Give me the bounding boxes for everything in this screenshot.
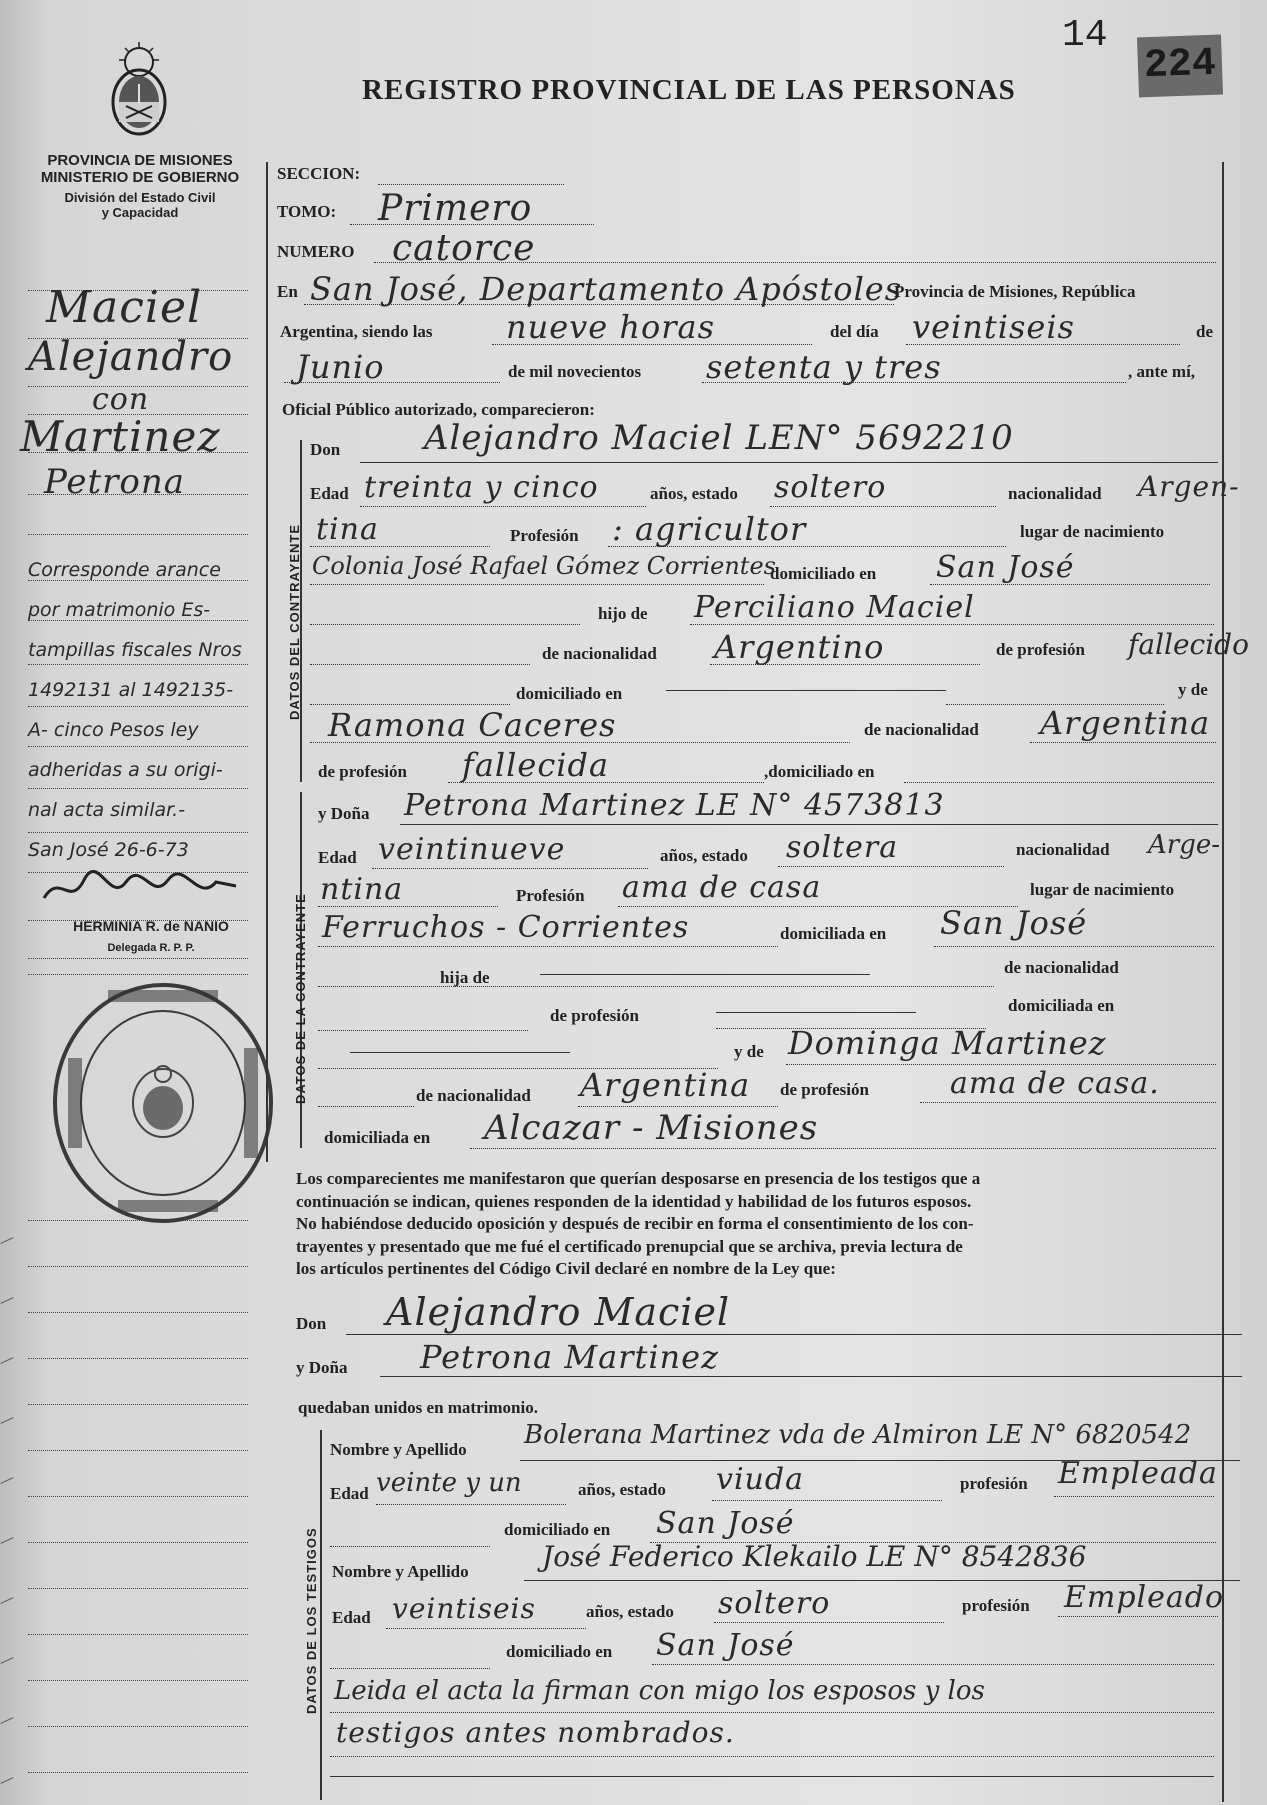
- round-seal-icon: [48, 978, 278, 1233]
- anio-value: setenta y tres: [706, 348, 942, 386]
- declaration-dona-value: Petrona Martinez: [420, 1338, 719, 1376]
- contrayenta-lugar-line: [318, 946, 778, 947]
- declaration-don-label: Don: [296, 1314, 327, 1333]
- t1-dom: San José: [656, 1506, 795, 1541]
- nacionalidad-label: nacionalidad: [1008, 484, 1102, 503]
- dona-label: y Doña: [318, 804, 370, 823]
- coat-of-arms-icon: [100, 40, 178, 145]
- testigos-box-line: [320, 1430, 322, 1800]
- t1-anios-estado: años, estado: [578, 1480, 666, 1499]
- contrayenta-prof-label: de profesión: [550, 1006, 639, 1025]
- frame-right-line: [1222, 162, 1224, 1802]
- contrayente-domicilio: San José: [936, 550, 1075, 585]
- contrayenta-domicilio: San José: [940, 904, 1088, 942]
- padre-dom-pre-line: [310, 704, 510, 705]
- t2-profesion-label: profesión: [962, 1596, 1030, 1615]
- edad-line: [360, 506, 646, 507]
- declaration-don-value: Alejandro Maciel: [386, 1290, 731, 1334]
- t2-nombre: José Federico Klekailo LE N° 8542836: [542, 1540, 1087, 1573]
- y-de-label: y de: [1178, 680, 1208, 699]
- t1-estado: viuda: [716, 1462, 804, 1497]
- contrayente-nacionalidad-cont: tina: [316, 512, 379, 547]
- closing-line-1: Leida el acta la firman con migo los esposos y los: [334, 1676, 985, 1706]
- del-dia-text: del día: [830, 322, 879, 341]
- t2-edad-label: Edad: [332, 1608, 371, 1627]
- margin-note-line: tampillas fiscales Nros: [28, 639, 242, 661]
- contrayenta-nombre: Petrona Martinez LE N° 4573813: [404, 788, 945, 823]
- contrayenta-edad-label: Edad: [318, 848, 357, 867]
- contrayente-section-label: DATOS DEL CONTRAYENTE: [287, 523, 302, 720]
- contrayenta-nacionalidad-label: nacionalidad: [1016, 840, 1110, 859]
- mes-value: Junio: [296, 348, 385, 386]
- contrayente-nacionalidad: Argen-: [1138, 470, 1240, 503]
- tomo-label: TOMO:: [277, 202, 337, 221]
- t2-nombre-label: Nombre y Apellido: [332, 1562, 469, 1581]
- contrayente-madre: Ramona Caceres: [328, 706, 617, 744]
- margin-note-line: nal acta similar.-: [28, 799, 186, 821]
- hija-label: hija de: [440, 968, 490, 987]
- t1-dom-pre-line: [330, 1546, 490, 1547]
- bottom-rule: [330, 1776, 1214, 1777]
- contrayenta-madre-dom-label: domiciliada en: [324, 1128, 431, 1147]
- t1-profesion-line: [1054, 1496, 1214, 1497]
- dia-value: veintiseis: [912, 308, 1075, 346]
- contrayenta-profesion: ama de casa: [622, 870, 822, 905]
- contrayenta-nacionalidad-cont: ntina: [320, 872, 404, 907]
- seccion-label: SECCION:: [277, 164, 361, 183]
- margin-note-line: San José 26-6-73: [28, 839, 189, 861]
- padre-dom-label: domiciliado en: [516, 684, 623, 703]
- closing-line-1-rule: [330, 1712, 1214, 1713]
- estado-line: [770, 506, 996, 507]
- seccion-line: [378, 184, 564, 185]
- madre-nac-line: [1030, 742, 1216, 743]
- frame-left-line: [266, 162, 268, 1162]
- madre-dom-line: [904, 782, 1214, 783]
- authority-capacity: y Capacidad: [101, 205, 179, 220]
- contrayenta-domicilio-line: [934, 946, 1214, 947]
- contrayenta-edad-line: [372, 868, 648, 869]
- domiciliado-label: domiciliado en: [770, 564, 877, 583]
- hijo-label: hijo de: [598, 604, 648, 623]
- numero-value: catorce: [392, 228, 536, 269]
- madre-prof-label: de profesión: [318, 762, 407, 781]
- don-line: [360, 462, 1218, 463]
- authority-block: [20, 152, 260, 220]
- margin-note-line: A- cinco Pesos ley: [28, 719, 199, 741]
- stamped-number-text: 224: [1143, 41, 1217, 90]
- contrayenta-prof-line: [716, 1012, 916, 1013]
- margin-note-line: 1492131 al 1492135-: [28, 679, 234, 701]
- contrayenta-madre-dom: Alcazar - Misiones: [484, 1108, 819, 1148]
- margin-note-line: adheridas a su origi-: [28, 759, 223, 781]
- en-value: San José, Departamento Apóstoles: [310, 270, 903, 308]
- contrayente-padre-nac: Argentino: [714, 628, 885, 666]
- declaration-closing: quedaban unidos en matrimonio.: [298, 1398, 538, 1417]
- official-title: Delegada R. P. P.: [107, 942, 195, 954]
- numero-label: NUMERO: [277, 242, 355, 261]
- closing-line-2: testigos antes nombrados.: [336, 1716, 735, 1749]
- contrayenta-yde-pre-solid: [350, 1052, 570, 1053]
- document-title: REGISTRO PROVINCIAL DE LAS PERSONAS: [362, 74, 1016, 106]
- contrayenta-madre-dom-line: [470, 1148, 1216, 1149]
- padre-nac-label: de nacionalidad: [542, 644, 657, 663]
- margin-name-1: Alejandro: [28, 334, 234, 380]
- padre-nac-pre-line: [310, 664, 530, 665]
- padre-dom-line: [666, 690, 946, 691]
- authority-province: PROVINCIA DE MISIONES: [47, 152, 233, 169]
- testigos-section-label: DATOS DE LOS TESTIGOS: [304, 1527, 319, 1714]
- padre-prof-label: de profesión: [996, 640, 1085, 659]
- declaration-line: trayentes y presentado que me fué el certificado prenupcial que se archiva, previa lectura de: [296, 1236, 963, 1256]
- t2-edad: veintiseis: [392, 1592, 536, 1625]
- t2-anios-estado: años, estado: [586, 1602, 674, 1621]
- contrayenta-lugar-label: lugar de nacimiento: [1030, 880, 1175, 899]
- t1-profesion: Empleada: [1058, 1456, 1218, 1491]
- contrayenta-estado-line: [778, 866, 1004, 867]
- contrayenta-lugar: Ferruchos - Corrientes: [322, 910, 690, 945]
- madre-dom-label: ,domiciliado en: [764, 762, 875, 781]
- authority-division: División del Estado Civil: [64, 190, 216, 205]
- official-name: HERMINIA R. de NANIO: [73, 918, 229, 934]
- de-mil-text: de mil novecientos: [508, 362, 642, 381]
- contrayenta-madre-nac-pre: [318, 1106, 414, 1107]
- t2-dom: San José: [656, 1628, 795, 1663]
- margin-note-line: Corresponde arance: [28, 559, 221, 581]
- declaration-don-line: [346, 1334, 1242, 1335]
- margin-con: con: [92, 382, 150, 417]
- contrayenta-madre-prof-label: de profesión: [780, 1080, 869, 1099]
- hija-line: [540, 974, 870, 975]
- t2-dom-line: [652, 1664, 1214, 1665]
- declaration-paragraph: [296, 1168, 1238, 1281]
- contrayenta-dom2-label: domiciliada en: [1008, 996, 1115, 1015]
- contrayenta-madre-line: [786, 1064, 1216, 1065]
- t2-profesion-line: [1058, 1616, 1218, 1617]
- t2-dom-pre-line: [330, 1668, 490, 1669]
- margin-surname-2: Martinez: [20, 412, 221, 461]
- contrayente-estado: soltero: [774, 470, 887, 505]
- lugar-label: lugar de nacimiento: [1020, 522, 1165, 541]
- t1-profesion-label: profesión: [960, 1474, 1028, 1493]
- oficial-text: Oficial Público autorizado, comparecieron:: [282, 400, 595, 419]
- de-text: de: [1196, 322, 1213, 341]
- contrayente-padre-prof: fallecido: [1128, 628, 1249, 661]
- contrayenta-nacionalidad: Arge-: [1148, 830, 1221, 860]
- declaration-line: continuación se indican, quienes responden de la identidad y habilidad de los futuros esposos.: [296, 1191, 972, 1211]
- contrayenta-yde-label: y de: [734, 1042, 764, 1061]
- horas-value: nueve horas: [506, 308, 716, 346]
- contrayenta-nac-label: de nacionalidad: [1004, 958, 1119, 977]
- margin-name-2: Petrona: [44, 462, 186, 502]
- margin-surname-1: Maciel: [46, 282, 203, 333]
- tomo-value: Primero: [378, 188, 533, 229]
- margin-note-line: por matrimonio Es-: [28, 599, 211, 621]
- page-number: 14: [1062, 14, 1108, 57]
- madre-nac-label: de nacionalidad: [864, 720, 979, 739]
- contrayenta-profesion-label: Profesión: [516, 886, 585, 905]
- contrayente-padre: Perciliano Maciel: [694, 590, 975, 625]
- don-label: Don: [310, 440, 341, 459]
- contrayenta-anios-estado: años, estado: [660, 846, 748, 865]
- contrayenta-madre-prof: ama de casa.: [950, 1066, 1160, 1101]
- hija-pre-line: [318, 986, 418, 987]
- t1-edad-line: [376, 1504, 566, 1505]
- lugar-line: [310, 584, 764, 585]
- profesion-label: Profesión: [510, 526, 579, 545]
- contrayente-nombre: Alejandro Maciel LEN° 5692210: [424, 418, 1014, 458]
- contrayenta-madre-nac-label: de nacionalidad: [416, 1086, 531, 1105]
- t1-nombre: Bolerana Martinez vda de Almiron LE N° 6820542: [524, 1420, 1192, 1450]
- t1-estado-line: [712, 1500, 942, 1501]
- contrayenta-nac-pre-line: [318, 986, 994, 987]
- t1-edad-label: Edad: [330, 1484, 369, 1503]
- t1-dom-label: domiciliado en: [504, 1520, 611, 1539]
- contrayente-edad: treinta y cinco: [364, 470, 599, 505]
- contrayenta-madre-nac: Argentina: [580, 1066, 751, 1104]
- edad-label: Edad: [310, 484, 349, 503]
- argentina-text: Argentina, siendo las: [280, 322, 433, 341]
- contrayenta-edad: veintinueve: [378, 832, 566, 867]
- contrayente-profesion: : agricultor: [612, 510, 807, 548]
- closing-line-2-rule: [330, 1756, 1214, 1757]
- contrayente-lugar: Colonia José Rafael Gómez Corrientes: [312, 552, 776, 580]
- declaration-dona-label: y Doña: [296, 1358, 348, 1377]
- official-signature: [40, 868, 240, 915]
- declaration-line: los artículos pertinentes del Código Civil declaré en nombre de la Ley que:: [296, 1259, 836, 1278]
- contrayenta-estado: soltera: [786, 830, 899, 865]
- dona-line: [400, 824, 1218, 825]
- stamped-number: [1137, 35, 1223, 98]
- hijo-pre-line: [310, 624, 580, 625]
- contrayente-madre-prof: fallecida: [462, 746, 610, 784]
- contrayenta-prof-pre-line: [318, 1030, 528, 1031]
- contrayenta-madre-prof-line: [920, 1102, 1216, 1103]
- t2-edad-line: [386, 1628, 586, 1629]
- authority-ministry: MINISTERIO DE GOBIERNO: [40, 169, 240, 186]
- en-label: En: [277, 282, 298, 301]
- provincia-text: Provincia de Misiones, República: [894, 282, 1136, 301]
- contrayente-madre-nac: Argentina: [1040, 704, 1211, 742]
- anios-estado-text: años, estado: [650, 484, 738, 503]
- declaration-line: No habiéndose deducido oposición y después de recibir en forma el consentimiento de los con-: [296, 1214, 974, 1233]
- t2-dom-label: domiciliado en: [506, 1642, 613, 1661]
- t1-edad: veinte y un: [376, 1468, 522, 1498]
- t2-profesion: Empleado: [1064, 1580, 1225, 1615]
- t2-estado: soltero: [718, 1586, 831, 1621]
- declaration-line: Los comparecientes me manifestaron que querían desposarse en presencia de los testigos que a: [296, 1169, 981, 1188]
- contrayenta-domiciliada-label: domiciliada en: [780, 924, 887, 943]
- contrayenta-madre-nac-line: [578, 1106, 778, 1107]
- t2-estado-line: [714, 1622, 944, 1623]
- t1-nombre-label: Nombre y Apellido: [330, 1440, 467, 1459]
- ante-mi-text: , ante mí,: [1128, 362, 1196, 381]
- contrayenta-madre: Dominga Martinez: [788, 1024, 1107, 1062]
- margin-note: [28, 550, 278, 870]
- declaration-dona-line: [380, 1376, 1242, 1377]
- contrayenta-section-label: DATOS DE LA CONTRAYENTE: [293, 893, 308, 1104]
